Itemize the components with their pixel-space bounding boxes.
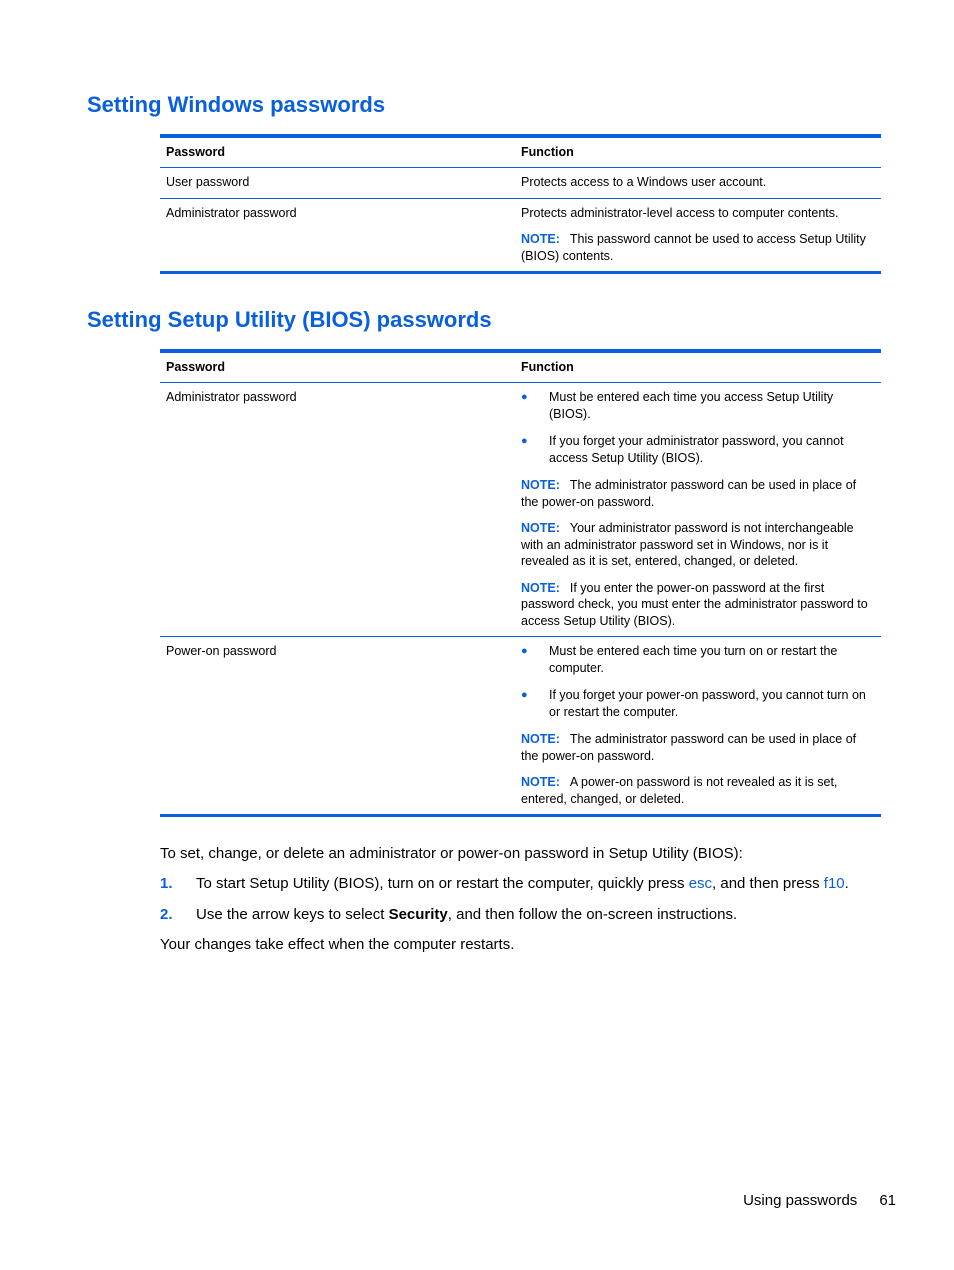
step-2 <box>160 905 880 924</box>
bullet-icon: ● <box>521 435 528 447</box>
note-text: A power-on password is not revealed as it is set, entered, changed, or deleted. <box>521 775 838 806</box>
page-footer <box>743 1192 896 1209</box>
note <box>521 580 875 630</box>
step-number: 1. <box>160 875 173 892</box>
list-item <box>521 389 875 422</box>
table-header <box>160 138 881 168</box>
row-password-name: Administrator password <box>166 205 297 220</box>
step-number: 2. <box>160 906 173 923</box>
note <box>521 477 875 510</box>
list-item <box>521 643 875 676</box>
table-row <box>160 383 881 637</box>
note-label: NOTE: <box>521 580 560 595</box>
table-row <box>160 168 881 199</box>
row-function-cell <box>521 199 881 272</box>
page-number: 61 <box>879 1192 896 1209</box>
bullet-icon: ● <box>521 689 528 701</box>
key-f10: f10 <box>823 875 845 892</box>
instructions-intro: To set, change, or delete an administrator or power-on password in Setup Utility (BIOS): <box>160 845 743 862</box>
step-text-part: , and then follow the on-screen instructions. <box>447 906 738 923</box>
row-function-cell <box>521 637 881 814</box>
step-text-part: . <box>844 875 849 892</box>
header-password: Password <box>166 360 226 375</box>
note-text: Your administrator password is not interchangeable with an administrator password set in Windows, nor is it revealed as it is set, entered, changed, or deleted. <box>521 521 854 568</box>
row-function-cell <box>521 383 881 636</box>
windows-passwords-table <box>160 134 881 274</box>
list-item <box>521 433 875 466</box>
table-header <box>160 353 881 383</box>
instructions-outro: Your changes take effect when the computer restarts. <box>160 936 515 953</box>
bullet-text: Must be entered each time you turn on or restart the computer. <box>549 644 838 675</box>
row-password-name: User password <box>166 175 250 189</box>
note-label: NOTE: <box>521 232 560 246</box>
instructions <box>160 844 880 954</box>
table-row <box>160 637 881 814</box>
bios-passwords-table <box>160 349 881 817</box>
row-password-name: Power-on password <box>166 644 277 658</box>
step-text-part: , and then press <box>712 875 824 892</box>
step-text-part: Use the arrow keys to select <box>196 906 389 923</box>
section-title-windows: Setting Windows passwords <box>87 92 386 117</box>
table-row <box>160 199 881 272</box>
footer-section: Using passwords <box>743 1192 858 1209</box>
menu-security: Security <box>388 906 448 923</box>
note-label: NOTE: <box>521 775 560 789</box>
note <box>521 774 875 807</box>
note <box>521 520 875 570</box>
note-text: The administrator password can be used in place of the power-on password. <box>521 732 857 763</box>
note <box>521 231 875 264</box>
step-text <box>196 905 737 924</box>
header-function: Function <box>521 145 574 160</box>
header-password: Password <box>166 145 226 160</box>
row-function-text: Protects access to a Windows user account. <box>521 175 767 189</box>
bullet-text: Must be entered each time you access Setup Utility (BIOS). <box>549 390 834 421</box>
bullet-icon: ● <box>521 645 528 657</box>
bullet-text: If you forget your administrator password, you cannot access Setup Utility (BIOS). <box>549 434 844 465</box>
note <box>521 731 875 764</box>
note-text: If you enter the power-on password at the first password check, you must enter the administrator password to access Setup Utility (BIOS). <box>521 580 868 628</box>
row-password-name: Administrator password <box>166 390 297 404</box>
section-title-bios: Setting Setup Utility (BIOS) passwords <box>87 307 492 332</box>
note-label: NOTE: <box>521 732 560 746</box>
step-text <box>196 874 849 893</box>
list-item <box>521 687 875 720</box>
bullet-icon: ● <box>521 391 528 403</box>
note-label: NOTE: <box>521 521 560 535</box>
note-text: This password cannot be used to access Setup Utility (BIOS) contents. <box>521 232 866 263</box>
step-text-part: To start Setup Utility (BIOS), turn on or restart the computer, quickly press <box>196 875 689 892</box>
bullet-text: If you forget your power-on password, you cannot turn on or restart the computer. <box>549 688 866 719</box>
row-function-text: Protects administrator-level access to computer contents. <box>521 205 839 220</box>
note-text: The administrator password can be used in place of the power-on password. <box>521 478 857 509</box>
header-function: Function <box>521 360 574 375</box>
step-1 <box>160 874 880 893</box>
note-label: NOTE: <box>521 478 560 492</box>
key-esc: esc <box>688 875 713 892</box>
